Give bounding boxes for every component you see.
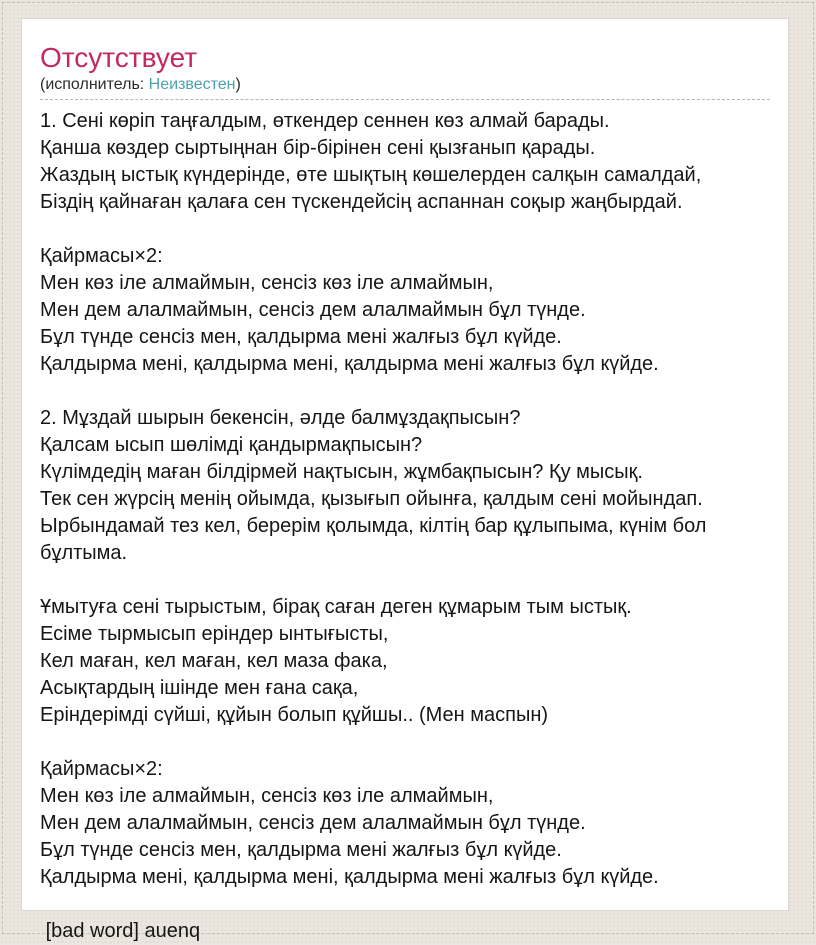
lyric-line: Асықтардың ішінде мен ғана сақа,	[40, 677, 359, 699]
lyric-line: Мен дем алалмаймын, сенсіз дем алалмаймын бұл түнде.	[40, 299, 586, 321]
artist-prefix-label: (исполнитель:	[40, 76, 149, 93]
lyric-line: Бұл түнде сенсіз мен, қалдырма мені жалғыз бұл күйде.	[40, 839, 562, 861]
lyric-line: Бұл түнде сенсіз мен, қалдырма мені жалғыз бұл күйде.	[40, 326, 562, 348]
lyric-line: 1. Сені көріп таңғалдым, өткендер сеннен көз алмай барады.	[40, 110, 610, 132]
lyric-line: Еріндерімді сүйші, құйын болып құйшы.. (Мен маспын)	[40, 704, 549, 726]
lyric-line: Қалсам ысып шөлімді қандырмақпысын?	[40, 434, 423, 456]
song-title: Отсутствует	[40, 42, 198, 73]
lyric-line: Мен көз іле алмаймын, сенсіз көз іле алмаймын,	[40, 272, 494, 294]
lyrics-text	[40, 108, 770, 945]
lyric-line: Күлімдедің маған білдірмей нақтысын, жұмбақпысын? Қу мысық.	[40, 461, 643, 483]
lyric-line	[40, 567, 770, 594]
lyric-line: Қайрмасы×2:	[40, 245, 163, 267]
lyric-line: 2. Мұздай шырын бекенсін, әлде балмұздақпысын?	[40, 407, 521, 429]
lyric-line	[40, 729, 770, 756]
lyric-line	[40, 216, 770, 243]
lyric-line: Қанша көздер сыртыңнан бір-бірінен сені қызғанып қарады.	[40, 137, 596, 159]
artist-line	[40, 75, 770, 95]
lyric-line: Тек сен жүрсің менің ойымда, қызығып ойынға, қалдым сені мойындап.	[40, 488, 703, 510]
lyrics-card	[21, 18, 789, 942]
lyric-line: Біздің қайнаған қалаға сен түскендейсің аспаннан соқыр жаңбырдай.	[40, 191, 683, 213]
lyric-line: Ырбындамай тез кел, берерім қолымда, кілтің бар құлыпыма, күнім бол бұлтыма.	[40, 515, 713, 564]
lyric-line: Жаздың ыстық күндерінде, өте шықтың көшелерден салқын самалдай,	[40, 164, 702, 186]
artist-link[interactable]: Неизвестен	[148, 76, 236, 93]
lyric-line: Ұмытуға сені тырыстым, бірақ саған деген құмарым тым ыстық.	[40, 596, 632, 618]
lyric-line: Мен дем алалмаймын, сенсіз дем алалмаймын бұл түнде.	[40, 812, 586, 834]
lyric-line	[40, 891, 770, 918]
lyric-line: Мен көз іле алмаймын, сенсіз көз іле алмаймын,	[40, 785, 494, 807]
lyric-line: [bad word] auenq	[40, 920, 201, 942]
lyric-line: Қалдырма мені, қалдырма мені, қалдырма мені жалғыз бұл күйде.	[40, 353, 659, 375]
lyric-line: Қайрмасы×2:	[40, 758, 163, 780]
lyric-line: Қалдырма мені, қалдырма мені, қалдырма мені жалғыз бұл күйде.	[40, 866, 659, 888]
lyric-line	[40, 378, 770, 405]
lyric-line: Кел маған, кел маған, кел маза фака,	[40, 650, 388, 672]
lyric-line: Есіме тырмысып еріндер ынтығысты,	[40, 623, 389, 645]
artist-suffix-label: )	[235, 76, 241, 93]
dashed-separator	[40, 99, 770, 100]
